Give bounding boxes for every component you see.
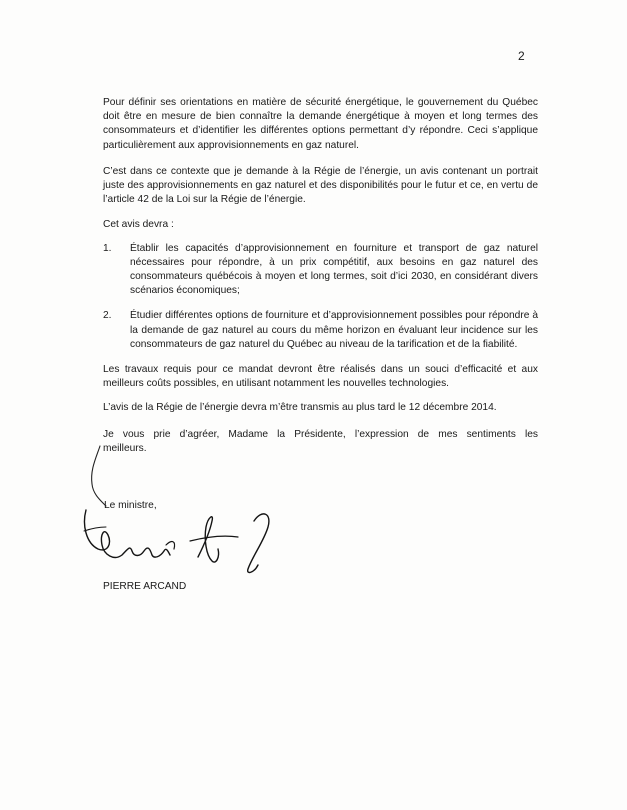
paragraph-request-context: C’est dans ce contexte que je demande à la Régie de l’énergie, un avis contenant un portrait juste des approvisionnements en gaz naturel et des disponibilités pour le futur et ce, en vertu de l’article 42 de la Loi sur la Régie de l’énergie. bbox=[103, 165, 538, 206]
paragraph-security-orientation: Pour définir ses orientations en matière de sécurité énergétique, le gouvernement du Québec doit être en mesure de bien connaître la demande énergétique à moyen et long termes des consommateurs et d’identifier les différentes options permettant d’y répondre. Ceci s’applique particulièrement aux approvisionnements en gaz naturel. bbox=[103, 97, 538, 151]
letter-body bbox=[103, 96, 538, 456]
list-item-number: 2. bbox=[103, 310, 112, 322]
list-item-text: Établir les capacités d’approvisionnement en fourniture et transport de gaz naturel nécessaires pour répondre, à un prix compétitif, aux besoins en gaz naturel des consommateurs québécois à moyen et long termes, soit d’ici 2030, en considérant divers scénarios économiques; bbox=[130, 242, 538, 297]
closing-line-2: meilleurs. bbox=[103, 442, 147, 454]
list-intro: Cet avis devra : bbox=[103, 219, 174, 231]
page-number: 2 bbox=[518, 49, 525, 63]
list-item-text: Étudier différentes options de fourniture et d’approvisionnement possibles pour répondre à la demande de gaz naturel au cours du même horizon en évaluant leur incidence sur les consommateurs de gaz naturel du Québec au niveau de la tarification et de la fiabilité. bbox=[130, 310, 538, 350]
closing-formula bbox=[103, 428, 538, 456]
signature-image bbox=[78, 465, 278, 580]
signoff: Le ministre, bbox=[104, 500, 157, 511]
list-item-number: 1. bbox=[103, 242, 112, 254]
paragraph-work-requirements: Les travaux requis pour ce mandat devront être réalisés dans un souci d’efficacité et aux meilleurs coûts possibles, en utilisant notamment les nouvelles technologies. bbox=[103, 364, 538, 390]
list-item bbox=[103, 309, 538, 352]
closing-line-1: Je vous prie d’agréer, Madame la Présidente, l’expression de mes sentiments les bbox=[103, 428, 538, 440]
mandate-list bbox=[103, 242, 538, 352]
signatory-name: PIERRE ARCAND bbox=[103, 581, 187, 592]
list-item bbox=[103, 242, 538, 299]
paragraph-deadline: L’avis de la Régie de l’énergie devra m’être transmis au plus tard le 12 décembre 2014. bbox=[103, 402, 497, 414]
